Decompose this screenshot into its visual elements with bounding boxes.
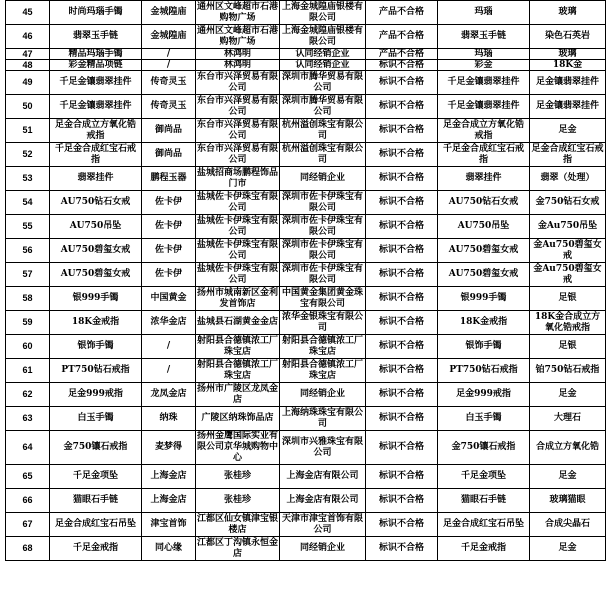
brand-cell: / bbox=[142, 359, 196, 383]
brand-cell: 御尚品 bbox=[142, 143, 196, 167]
product-name-cell: 白玉手镯 bbox=[50, 407, 142, 431]
product-name-cell: 千足金合成红宝石戒指 bbox=[50, 143, 142, 167]
product-name-cell: 精品玛瑙手镯 bbox=[50, 49, 142, 60]
product-name-cell: 足金合成立方氧化锆戒指 bbox=[50, 119, 142, 143]
table-row bbox=[6, 335, 606, 359]
manufacturer-cell: 上海金城隍庙银楼有限公司 bbox=[280, 25, 366, 49]
verdict-cell: 标识不合格 bbox=[366, 311, 438, 335]
brand-cell: 鹏程玉器 bbox=[142, 167, 196, 191]
row-number-cell: 52 bbox=[6, 143, 50, 167]
table-row bbox=[6, 431, 606, 465]
inspection-results-table bbox=[5, 0, 606, 561]
labeled-as-cell: 千足金镶翡翠挂件 bbox=[438, 71, 530, 95]
verdict-cell: 标识不合格 bbox=[366, 71, 438, 95]
row-number-cell: 60 bbox=[6, 335, 50, 359]
seller-cell: 江都区丁沟镇永恒金店 bbox=[197, 537, 279, 559]
product-name-cell: 足金合成红宝石吊坠 bbox=[50, 513, 142, 537]
manufacturer-cell: 上海纳珠珠宝有限公司 bbox=[280, 407, 366, 431]
labeled-as-cell: 银999手镯 bbox=[438, 287, 530, 311]
manufacturer-cell: 同经销企业 bbox=[280, 383, 366, 407]
tested-as-cell: 合成尖晶石 bbox=[530, 513, 606, 537]
labeled-as-cell: 玛瑙 bbox=[438, 1, 530, 25]
verdict-cell: 标识不合格 bbox=[366, 513, 438, 537]
seller-cell: 通州区文峰超市石港购物广场 bbox=[197, 1, 279, 23]
labeled-as-cell: 千足金合成红宝石戒指 bbox=[438, 143, 530, 167]
table-row bbox=[6, 489, 606, 513]
manufacturer-cell: 天津市津宝首饰有限公司 bbox=[280, 513, 366, 537]
seller-cell: 盐城佐卡伊珠宝有限公司 bbox=[197, 191, 279, 213]
brand-cell: 同心缘 bbox=[142, 537, 196, 561]
labeled-as-cell: PT750钻石戒指 bbox=[438, 359, 530, 383]
tested-as-cell: 18K金 bbox=[530, 60, 606, 71]
verdict-cell: 产品不合格 bbox=[366, 1, 438, 25]
product-name-cell: AU750钻石女戒 bbox=[50, 191, 142, 215]
seller-cell: 江都区仙女镇津宝银楼店 bbox=[197, 513, 279, 535]
tested-as-cell: 金Au750碧玺女戒 bbox=[530, 263, 606, 287]
seller-cell: 盐城招商场鹏程饰品门市 bbox=[197, 167, 279, 189]
verdict-cell: 标识不合格 bbox=[366, 537, 438, 561]
verdict-cell: 标识不合格 bbox=[366, 143, 438, 167]
seller-cell: 射阳县合德镇浓工厂珠宝店 bbox=[197, 359, 279, 381]
row-number-cell: 56 bbox=[6, 239, 50, 263]
manufacturer-cell: 深圳市佐卡伊珠宝有限公司 bbox=[280, 239, 366, 263]
manufacturer-cell: 射阳县合德镇浓工厂珠宝店 bbox=[280, 335, 366, 359]
row-number-cell: 47 bbox=[6, 49, 50, 60]
product-name-cell: AU750碧玺女戒 bbox=[50, 263, 142, 287]
inspection-results-document bbox=[5, 0, 605, 561]
seller-cell: 广陵区纳珠饰品店 bbox=[196, 407, 280, 431]
manufacturer-cell: 认同经销企业 bbox=[280, 60, 366, 71]
verdict-cell: 标识不合格 bbox=[366, 60, 438, 71]
product-name-cell: 千足金镶翡翠挂件 bbox=[50, 71, 142, 95]
table-row bbox=[6, 407, 606, 431]
labeled-as-cell: 白玉手镯 bbox=[438, 407, 530, 431]
labeled-as-cell: 翡翠玉手链 bbox=[438, 25, 530, 49]
verdict-cell: 标识不合格 bbox=[366, 489, 438, 513]
tested-as-cell: 18K金合成立方氧化锆戒指 bbox=[530, 311, 606, 335]
manufacturer-cell: 深圳市腾华贸易有限公司 bbox=[280, 95, 366, 119]
verdict-cell: 标识不合格 bbox=[366, 335, 438, 359]
manufacturer-cell: 上海金城隍庙银楼有限公司 bbox=[280, 1, 366, 25]
table-row bbox=[6, 49, 606, 60]
seller-cell: 通州区文峰超市石港购物广场 bbox=[197, 25, 279, 47]
labeled-as-cell: 千足金戒指 bbox=[438, 537, 530, 561]
product-name-cell: 猫眼石手链 bbox=[50, 489, 142, 513]
manufacturer-cell: 深圳市腾华贸易有限公司 bbox=[280, 71, 366, 95]
product-name-cell: 银饰手镯 bbox=[50, 335, 142, 359]
labeled-as-cell: 千足金项坠 bbox=[438, 465, 530, 489]
verdict-cell: 标识不合格 bbox=[366, 263, 438, 287]
manufacturer-cell: 射阳县合德镇浓工厂珠宝店 bbox=[280, 359, 366, 383]
manufacturer-cell: 认同经销企业 bbox=[280, 49, 366, 60]
row-number-cell: 48 bbox=[6, 60, 50, 71]
row-number-cell: 67 bbox=[6, 513, 50, 537]
seller-cell: 东台市兴泽贸易有限公司 bbox=[197, 119, 279, 141]
brand-cell: 佐卡伊 bbox=[142, 263, 196, 287]
manufacturer-cell: 杭州溢创珠宝有限公司 bbox=[280, 143, 366, 167]
table-row bbox=[6, 287, 606, 311]
row-number-cell: 65 bbox=[6, 465, 50, 489]
brand-cell: 纳珠 bbox=[142, 407, 196, 431]
row-number-cell: 54 bbox=[6, 191, 50, 215]
brand-cell: 佐卡伊 bbox=[142, 215, 196, 239]
seller-cell: 射阳县合德镇浓工厂珠宝店 bbox=[197, 335, 279, 357]
manufacturer-cell: 上海金店有限公司 bbox=[280, 465, 366, 489]
labeled-as-cell: 金750镶石戒指 bbox=[438, 431, 530, 465]
table-row bbox=[6, 95, 606, 119]
table-row bbox=[6, 119, 606, 143]
tested-as-cell: 染色石英岩 bbox=[530, 25, 606, 49]
table-row bbox=[6, 143, 606, 167]
seller-cell: 东台市兴泽贸易有限公司 bbox=[197, 71, 279, 93]
tested-as-cell: 金Au750吊坠 bbox=[530, 215, 606, 239]
seller-cell: 张桂珍 bbox=[196, 489, 280, 513]
seller-cell: 扬州市广陵区龙凤金店 bbox=[197, 383, 279, 405]
labeled-as-cell: AU750碧玺女戒 bbox=[438, 263, 530, 287]
seller-cell: 扬州金鹰国际实业有限公司京华城购物中心 bbox=[197, 431, 279, 463]
manufacturer-cell: 同经销企业 bbox=[280, 167, 366, 191]
row-number-cell: 50 bbox=[6, 95, 50, 119]
labeled-as-cell: 18K金戒指 bbox=[438, 311, 530, 335]
seller-cell: 东台市兴泽贸易有限公司 bbox=[197, 143, 279, 165]
tested-as-cell: 足金镶翡翠挂件 bbox=[530, 71, 606, 95]
verdict-cell: 标识不合格 bbox=[366, 287, 438, 311]
row-number-cell: 64 bbox=[6, 431, 50, 465]
brand-cell: 金城隍庙 bbox=[142, 1, 196, 25]
labeled-as-cell: 足金合成红宝石吊坠 bbox=[438, 513, 530, 537]
verdict-cell: 标识不合格 bbox=[366, 119, 438, 143]
row-number-cell: 45 bbox=[6, 1, 50, 25]
verdict-cell: 标识不合格 bbox=[366, 383, 438, 407]
brand-cell: 上海金店 bbox=[142, 489, 196, 513]
labeled-as-cell: 彩金 bbox=[438, 60, 530, 71]
tested-as-cell: 大理石 bbox=[530, 407, 606, 431]
labeled-as-cell: 足金合成立方氧化锆戒指 bbox=[438, 119, 530, 143]
brand-cell: / bbox=[142, 60, 196, 71]
table-row bbox=[6, 25, 606, 49]
brand-cell: / bbox=[142, 49, 196, 60]
seller-cell: 林鸿明 bbox=[196, 49, 280, 60]
brand-cell: 佐卡伊 bbox=[142, 239, 196, 263]
verdict-cell: 标识不合格 bbox=[366, 95, 438, 119]
product-name-cell: 彩金精品项链 bbox=[50, 60, 142, 71]
brand-cell: 传奇灵玉 bbox=[142, 95, 196, 119]
product-name-cell: 时尚玛瑙手镯 bbox=[50, 1, 142, 25]
product-name-cell: 千足金戒指 bbox=[50, 537, 142, 561]
product-name-cell: 翡翠挂件 bbox=[50, 167, 142, 191]
manufacturer-cell: 杭州溢创珠宝有限公司 bbox=[280, 119, 366, 143]
verdict-cell: 标识不合格 bbox=[366, 239, 438, 263]
tested-as-cell: 足金 bbox=[530, 465, 606, 489]
labeled-as-cell: 猫眼石手链 bbox=[438, 489, 530, 513]
row-number-cell: 46 bbox=[6, 25, 50, 49]
product-name-cell: AU750吊坠 bbox=[50, 215, 142, 239]
brand-cell: 传奇灵玉 bbox=[142, 71, 196, 95]
table-row bbox=[6, 239, 606, 263]
tested-as-cell: 合成立方氧化锆 bbox=[530, 431, 606, 465]
tested-as-cell: 玻璃猫眼 bbox=[530, 489, 606, 513]
manufacturer-cell: 深圳市兴雅珠宝有限公司 bbox=[280, 431, 366, 465]
row-number-cell: 58 bbox=[6, 287, 50, 311]
tested-as-cell: 金Au750碧玺女戒 bbox=[530, 239, 606, 263]
table-row bbox=[6, 537, 606, 561]
product-name-cell: 翡翠玉手链 bbox=[50, 25, 142, 49]
table-row bbox=[6, 191, 606, 215]
product-name-cell: 18K金戒指 bbox=[50, 311, 142, 335]
table-row bbox=[6, 60, 606, 71]
table-row bbox=[6, 465, 606, 489]
brand-cell: / bbox=[142, 335, 196, 359]
table-row bbox=[6, 263, 606, 287]
table-row bbox=[6, 1, 606, 25]
tested-as-cell: 足银 bbox=[530, 335, 606, 359]
table-row bbox=[6, 215, 606, 239]
manufacturer-cell: 上海金店有限公司 bbox=[280, 489, 366, 513]
brand-cell: 龙凤金店 bbox=[142, 383, 196, 407]
manufacturer-cell: 同经销企业 bbox=[280, 537, 366, 561]
product-name-cell: 千足金镶翡翠挂件 bbox=[50, 95, 142, 119]
tested-as-cell: 玻璃 bbox=[530, 1, 606, 25]
seller-cell: 张桂珍 bbox=[196, 465, 280, 489]
row-number-cell: 66 bbox=[6, 489, 50, 513]
brand-cell: 金城隍庙 bbox=[142, 25, 196, 49]
row-number-cell: 59 bbox=[6, 311, 50, 335]
table-row bbox=[6, 513, 606, 537]
manufacturer-cell: 深圳市佐卡伊珠宝有限公司 bbox=[280, 263, 366, 287]
table-row bbox=[6, 311, 606, 335]
verdict-cell: 产品不合格 bbox=[366, 49, 438, 60]
manufacturer-cell: 浓华金银珠宝有限公司 bbox=[280, 311, 366, 335]
seller-cell: 盐城佐卡伊珠宝有限公司 bbox=[197, 215, 279, 237]
table-row bbox=[6, 71, 606, 95]
row-number-cell: 53 bbox=[6, 167, 50, 191]
labeled-as-cell: 千足金镶翡翠挂件 bbox=[438, 95, 530, 119]
tested-as-cell: 翡翠（处理） bbox=[530, 167, 606, 191]
row-number-cell: 61 bbox=[6, 359, 50, 383]
product-name-cell: PT750钻石戒指 bbox=[50, 359, 142, 383]
row-number-cell: 63 bbox=[6, 407, 50, 431]
tested-as-cell: 玻璃 bbox=[530, 49, 606, 60]
labeled-as-cell: AU750钻石女戒 bbox=[438, 191, 530, 215]
tested-as-cell: 足金 bbox=[530, 383, 606, 407]
tested-as-cell: 足金 bbox=[530, 119, 606, 143]
tested-as-cell: 金750钻石女戒 bbox=[530, 191, 606, 215]
row-number-cell: 49 bbox=[6, 71, 50, 95]
tested-as-cell: 足金镶翡翠挂件 bbox=[530, 95, 606, 119]
verdict-cell: 标识不合格 bbox=[366, 465, 438, 489]
table-row bbox=[6, 383, 606, 407]
brand-cell: 佐卡伊 bbox=[142, 191, 196, 215]
product-name-cell: 银999手镯 bbox=[50, 287, 142, 311]
verdict-cell: 标识不合格 bbox=[366, 191, 438, 215]
product-name-cell: 足金999戒指 bbox=[50, 383, 142, 407]
verdict-cell: 标识不合格 bbox=[366, 431, 438, 465]
brand-cell: 上海金店 bbox=[142, 465, 196, 489]
labeled-as-cell: AU750吊坠 bbox=[438, 215, 530, 239]
seller-cell: 东台市兴泽贸易有限公司 bbox=[197, 95, 279, 117]
brand-cell: 御尚品 bbox=[142, 119, 196, 143]
labeled-as-cell: AU750碧玺女戒 bbox=[438, 239, 530, 263]
seller-cell: 盐城县石湖黄金金店 bbox=[196, 311, 280, 335]
seller-cell: 扬州市城南新区金利发首饰店 bbox=[197, 287, 279, 309]
row-number-cell: 68 bbox=[6, 537, 50, 561]
labeled-as-cell: 足金999戒指 bbox=[438, 383, 530, 407]
product-name-cell: 金750镶石戒指 bbox=[50, 431, 142, 465]
seller-cell: 林鸿明 bbox=[196, 60, 280, 71]
manufacturer-cell: 深圳市佐卡伊珠宝有限公司 bbox=[280, 191, 366, 215]
manufacturer-cell: 中国黄金集团黄金珠宝有限公司 bbox=[280, 287, 366, 311]
tested-as-cell: 足金合成红宝石戒指 bbox=[531, 143, 604, 165]
table-row bbox=[6, 167, 606, 191]
product-name-cell: AU750碧玺女戒 bbox=[50, 239, 142, 263]
tested-as-cell: 铂750钻石戒指 bbox=[530, 359, 606, 383]
verdict-cell: 标识不合格 bbox=[366, 167, 438, 191]
row-number-cell: 55 bbox=[6, 215, 50, 239]
brand-cell: 麦梦得 bbox=[142, 431, 196, 465]
brand-cell: 津宝首饰 bbox=[142, 513, 196, 537]
labeled-as-cell: 翡翠挂件 bbox=[438, 167, 530, 191]
tested-as-cell: 足银 bbox=[530, 287, 606, 311]
tested-as-cell: 足金 bbox=[530, 537, 606, 561]
labeled-as-cell: 银饰手镯 bbox=[438, 335, 530, 359]
row-number-cell: 51 bbox=[6, 119, 50, 143]
table-row bbox=[6, 359, 606, 383]
row-number-cell: 62 bbox=[6, 383, 50, 407]
brand-cell: 中国黄金 bbox=[142, 287, 196, 311]
seller-cell: 盐城佐卡伊珠宝有限公司 bbox=[197, 263, 279, 285]
product-name-cell: 千足金项坠 bbox=[50, 465, 142, 489]
seller-cell: 盐城佐卡伊珠宝有限公司 bbox=[197, 239, 279, 261]
row-number-cell: 57 bbox=[6, 263, 50, 287]
verdict-cell: 产品不合格 bbox=[366, 25, 438, 49]
verdict-cell: 标识不合格 bbox=[366, 407, 438, 431]
manufacturer-cell: 深圳市佐卡伊珠宝有限公司 bbox=[280, 215, 366, 239]
brand-cell: 浓华金店 bbox=[142, 311, 196, 335]
labeled-as-cell: 玛瑙 bbox=[438, 49, 530, 60]
verdict-cell: 标识不合格 bbox=[366, 359, 438, 383]
verdict-cell: 标识不合格 bbox=[366, 215, 438, 239]
